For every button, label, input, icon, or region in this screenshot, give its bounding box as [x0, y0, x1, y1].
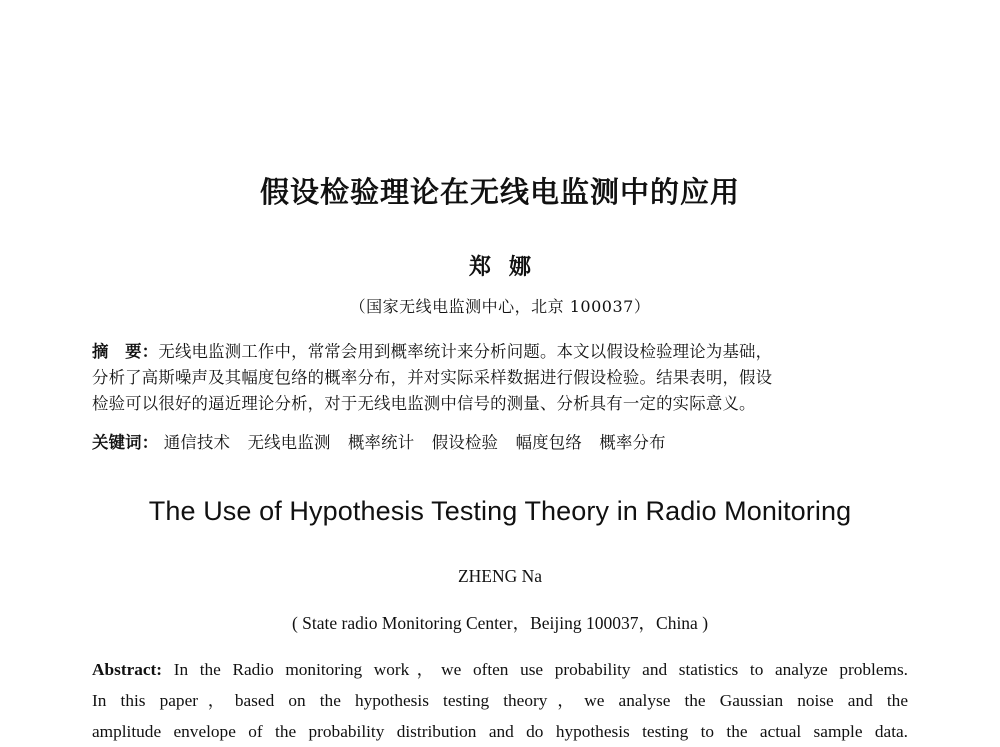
chinese-abstract — [92, 339, 910, 417]
chinese-author: 郑娜 — [468, 254, 549, 280]
keyword-item: 概率统计 — [347, 433, 415, 452]
keyword-item: 通信技术 — [163, 433, 231, 452]
chinese-keywords-label: 关键词： — [92, 433, 159, 452]
english-affiliation: ( State radio Monitoring Center，Beijing 100037，China ) — [291, 613, 709, 633]
keyword-item: 幅度包络 — [515, 433, 582, 452]
english-abstract — [92, 654, 908, 747]
english-abstract-label: Abstract: — [92, 660, 163, 679]
english-title: The Use of Hypothesis Testing Theory in Radio Monitoring — [148, 496, 852, 526]
keyword-item: 假设检验 — [431, 433, 499, 452]
chinese-abstract-label: 摘 要： — [92, 342, 159, 361]
keyword-item: 无线电监测 — [247, 433, 331, 452]
chinese-abstract-line-3: 检验可以很好的逼近理论分析，对于无线电监测中信号的测量、分析具有一定的实际意义。 — [92, 394, 756, 413]
chinese-abstract-text-1: 无线电监测工作中，常常会用到概率统计来分析问题。本文以假设检验理论为基础， — [158, 342, 773, 361]
english-abstract-line-3: amplitude envelope of the probability distribution and do hypothesis testing to the actual sample data. — [92, 722, 908, 741]
english-author: ZHENG Na — [457, 566, 543, 586]
chinese-title: 假设检验理论在无线电监测中的应用 — [259, 175, 740, 209]
english-abstract-line-2: In this paper，based on the hypothesis testing theory，we analyse the Gaussian noise and the — [92, 691, 908, 710]
chinese-abstract-line-1 — [92, 339, 910, 365]
chinese-abstract-line-2: 分析了高斯噪声及其幅度包络的概率分布，并对实际采样数据进行假设检验。结果表明，假设 — [92, 368, 773, 387]
english-abstract-line-1 — [92, 654, 908, 685]
chinese-keywords — [92, 430, 910, 456]
chinese-affiliation: （国家无线电监测中心，北京 100037） — [349, 297, 651, 316]
keyword-item: 概率分布 — [599, 433, 666, 452]
english-abstract-text-1: In the Radio monitoring work，we often use probability and statistics to analyze problems. — [173, 660, 908, 679]
